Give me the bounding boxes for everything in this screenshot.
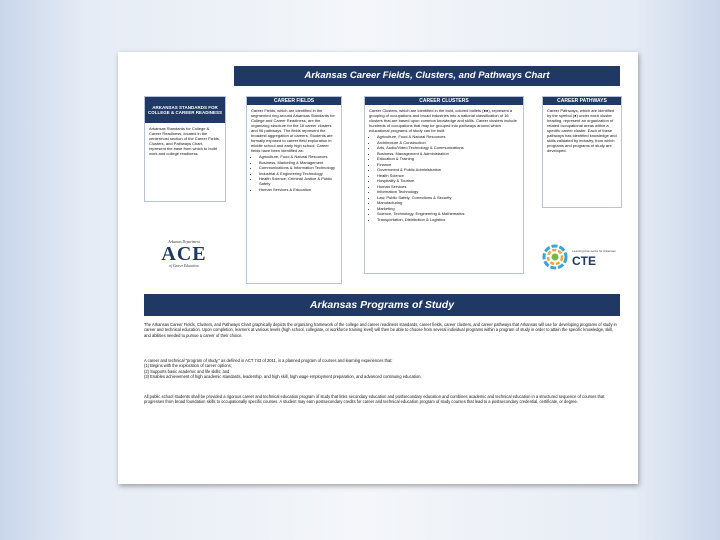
career-pathways-heading: CAREER PATHWAYS xyxy=(543,97,621,105)
list-item: • Transportation, Distribution & Logistics xyxy=(377,217,519,222)
list-item: • Finance xyxy=(377,162,519,167)
programs-paragraph-3: All public school students shall be provided a rigorous career and technical education program of study that links secondary education and postsecondary education and combines academic and technical education in a structured sequence of courses that progresses from broad foundation skills to occupationally specific courses. A student may earn postsecondary credits for career and technical education program of study courses that lead to a postsecondary credential, certificate, or degree. xyxy=(144,394,605,405)
standards-panel xyxy=(144,96,226,202)
programs-paragraph-2 xyxy=(144,358,620,379)
career-clusters-list xyxy=(369,134,519,222)
chart-title-banner: Arkansas Career Fields, Clusters, and Pathways Chart xyxy=(234,66,620,86)
list-item: (1) Begins with the exploration of career options; xyxy=(144,363,232,369)
list-item: (3) Enables achievement of high academic standards, leadership, and high skill, high wage employment preparation, and advanced continuing education. xyxy=(144,373,422,379)
programs-title-banner: Arkansas Programs of Study xyxy=(144,294,620,316)
list-item: • Business, Marketing & Management xyxy=(259,160,337,165)
list-item: • Agriculture, Food & Natural Resources xyxy=(377,134,519,139)
list-item: (2) Supports basic academic and life skills; and xyxy=(144,368,230,374)
career-pathways-text: Career Pathways, which are identified by the symbol (●) under each cluster heading, represent an organization of related occupational areas within a specific career cluster. Each of these pathways has identified knowledge and skills validated by industry, from which programs and programs of study are developed. xyxy=(547,108,617,153)
cte-ring-icon xyxy=(542,242,568,272)
list-item: • Human Services xyxy=(377,184,519,189)
ade-logo-bottom: of Career Education xyxy=(169,264,199,268)
career-pathways-panel xyxy=(542,96,622,208)
list-item: • Education & Training xyxy=(377,156,519,161)
document-page xyxy=(118,52,638,484)
list-item: • Architecture & Construction xyxy=(377,140,519,145)
list-item: • Law, Public Safety, Corrections & Security xyxy=(377,195,519,200)
list-item: • Manufacturing xyxy=(377,200,519,205)
list-item: • Health Science xyxy=(377,173,519,178)
list-item: • Hospitality & Tourism xyxy=(377,178,519,183)
standards-heading: ARKANSAS STANDARDS FOR COLLEGE & CAREER READINESS xyxy=(145,97,225,123)
career-clusters-text: Career Clusters, which are identified in the bold, colored bullets (●●), represent a grouping of occupations and broad industries into a national classification of 16 clusters that are based upon common knowledge and skills. Career clusters include hundreds of occupations that may be grouped into pathways around which educational programs of study can be built. xyxy=(369,108,517,133)
career-clusters-heading: CAREER CLUSTERS xyxy=(365,97,523,105)
list-item: • Science, Technology, Engineering & Mathematics xyxy=(377,211,519,216)
cte-logo xyxy=(542,242,622,280)
list-item: • Government & Public Administration xyxy=(377,167,519,172)
career-fields-heading: CAREER FIELDS xyxy=(247,97,341,105)
ade-logo xyxy=(146,240,222,280)
career-clusters-panel xyxy=(364,96,524,274)
ade-logo-top: Arkansas Department xyxy=(168,240,200,244)
programs-paragraph-1: The Arkansas Career Fields, Clusters, and Pathways Chart graphically depicts the organizing framework of the college and career readiness standards, career fields, career clusters, and career pathways that Arkansas will use for developing programs of study in career and technical education. Upon completion, learners at various levels (high school, collegiate, or workforce training level) will then be able to choose from several individual programs within a program of study in order to attain the specific knowledge, skill, and abilities needed to pursue a career of their choice. xyxy=(144,322,617,338)
career-fields-text: Career Fields, which are identified in the segmented ring around Arkansas Standards for College and Career Readiness, are the organizing structure for the 16 career clusters and 96 pathways. The fields represent the broadest aggregation of careers. Students are formally exposed to career field exploration in middle school and early high school. Career fields have been identified as: xyxy=(251,108,335,153)
cte-wordmark: CTE xyxy=(572,254,596,268)
career-fields-panel xyxy=(246,96,342,284)
list-item: • Human Services & Education xyxy=(259,187,337,192)
standards-text: Arkansas Standards for College & Career Readiness, located in the centermost section of the Career Fields, Clusters, and Pathways Chart, represent the base from which to build work and college readiness. xyxy=(149,126,220,156)
ade-logo-main: ACE xyxy=(161,243,207,265)
list-item: • Marketing xyxy=(377,206,519,211)
list-item: • Arts, Audio/Video Technology & Communications xyxy=(377,145,519,150)
list-item: • Business, Management & Administration xyxy=(377,151,519,156)
list-item: • Communications & Information Technology xyxy=(259,165,337,170)
list-item: • Information Technology xyxy=(377,189,519,194)
career-fields-list xyxy=(251,154,337,192)
list-item: • Health Science, Criminal Justice & Public Safety xyxy=(259,176,337,186)
cte-tagline: Learning that works for Arkansas xyxy=(572,249,616,253)
list-item: • Agriculture, Food & Natural Resources xyxy=(259,154,337,159)
list-item: • Industrial & Engineering Technology xyxy=(259,171,337,176)
programs-paragraph-2-intro: A career and technical “program of study,” as defined in ACT 743 of 2011, is a planned program of courses and learning experiences that: xyxy=(144,358,393,363)
